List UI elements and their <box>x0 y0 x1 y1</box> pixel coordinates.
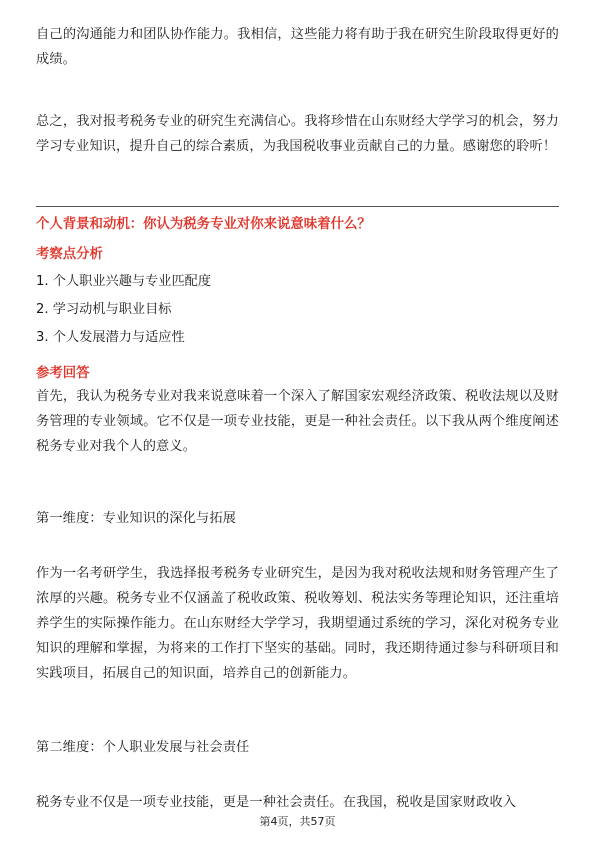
analysis-item-2: 2. 学习动机与职业目标 <box>36 302 172 317</box>
answer-label: 参考回答 <box>36 366 90 381</box>
paragraph-dimension-one: 作为一名考研学生，我选择报考税务专业研究生，是因为我对税收法规和财务管理产生了浓厚的兴趣。税务专业不仅涵盖了税收政策、税收筹划、税法实务等理论知识，还注重培养学生的实际操作能力。在山东财经大学学习，我期望通过系统的学习，深化对税务专业知识的理解和掌握，为将来的工作打下坚实的基础。同时，我还期待通过参与科研项目和实践项目，拓展自己的知识面，培养自己的创新能力。 <box>36 566 559 681</box>
section-divider <box>36 206 559 207</box>
paragraph-answer-first: 首先，我认为税务专业对我来说意味着一个深入了解国家宏观经济政策、税收法规以及财务管理的专业领域。它不仅是一项专业技能，更是一种社会责任。以下我从两个维度阐述税务专业对我个人的意义。 <box>36 389 559 454</box>
page-number: 第4页，共57页 <box>259 815 336 828</box>
analysis-label: 考察点分析 <box>36 247 103 262</box>
dimension-two-heading: 第二维度：个人职业发展与社会责任 <box>36 740 250 755</box>
dimension-one-heading: 第一维度：专业知识的深化与拓展 <box>36 511 237 526</box>
paragraph-abilities: 自己的沟通能力和团队协作能力。我相信，这些能力将有助于我在研究生阶段取得更好的成绩。 <box>36 27 559 67</box>
paragraph-dimension-two: 税务专业不仅是一项专业技能，更是一种社会责任。在我国，税收是国家财政收入 <box>36 795 517 810</box>
paragraph-conclusion: 总之，我对报考税务专业的研究生充满信心。我将珍惜在山东财经大学学习的机会，努力学习专业知识，提升自己的综合素质，为我国税收事业贡献自己的力量。感谢您的聆听！ <box>36 114 559 154</box>
analysis-item-1: 1. 个人职业兴趣与专业匹配度 <box>36 274 212 289</box>
analysis-item-3: 3. 个人发展潜力与适应性 <box>36 330 185 345</box>
question-heading: 个人背景和动机：你认为税务专业对你来说意味着什么？ <box>36 217 371 232</box>
